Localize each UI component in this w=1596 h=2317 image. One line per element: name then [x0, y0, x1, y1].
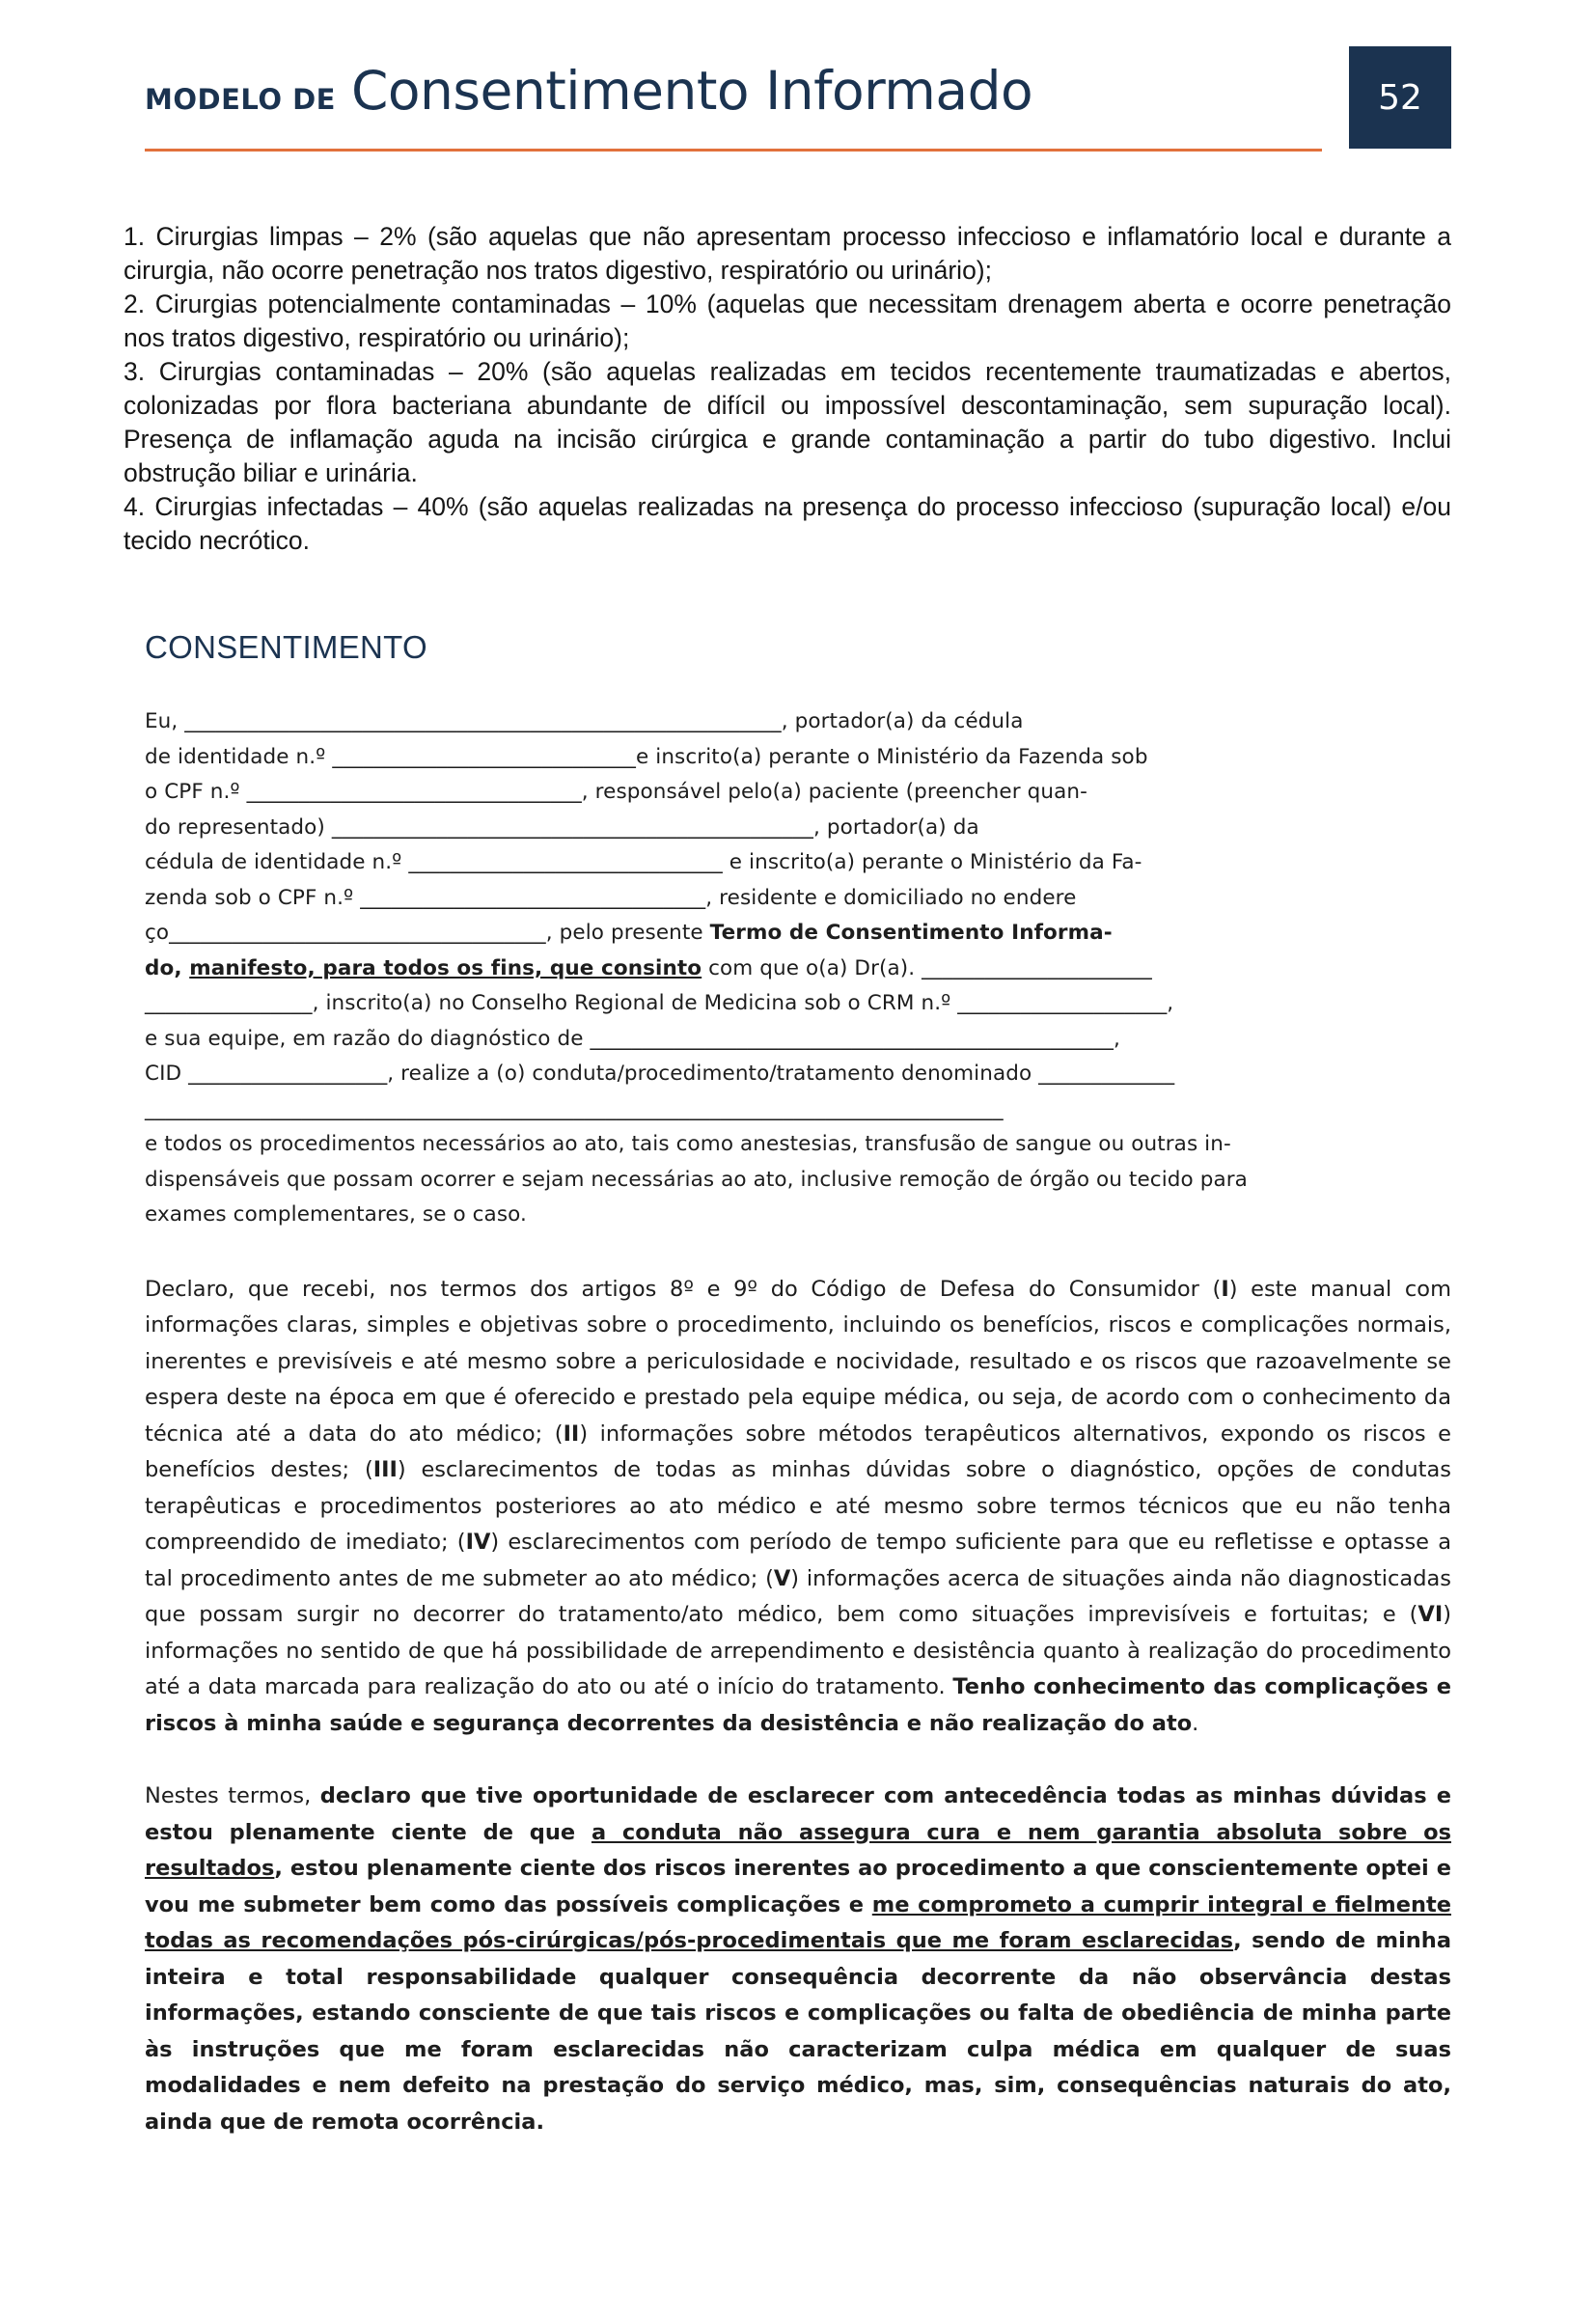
decl-p1-roman-2: II — [563, 1421, 580, 1447]
form-line-10: e sua equipe, em razão do diagnóstico de __________________________________________________, — [145, 1026, 1120, 1051]
decl-p2-bold-1: declaro que tive oportunidade de esclarecer com antecedência todas as minhas dúvidas e estou plenamente ciente de que — [145, 1783, 1451, 1845]
section-heading-consentimento: CONSENTIMENTO — [145, 629, 427, 665]
form-line-7-bold: Termo de Consentimento Informa- — [709, 921, 1113, 945]
form-line-7 — [145, 916, 1451, 952]
form-line-3: o CPF n.º ________________________________, responsável pelo(a) paciente (preencher quan- — [145, 780, 1087, 804]
decl-p1-s2: ) este manual com informações claras, simples e objetivas sobre o procedimento, incluindo os benefícios, riscos e complicações normais, inerentes e previsíveis e até mesmo sobre a periculosidade e nocividade, resultado e os riscos que razoavelmente se espera deste na época em que é oferecido e prestado pela equipe médica, ou seja, de acordo com o conhecimento da técnica até a data do ato médico; ( — [145, 1276, 1451, 1447]
header-title-line — [145, 60, 1451, 122]
form-line-13: e todos os procedimentos necessários ao ato, tais como anestesias, transfusão de sangue ou outras in- — [145, 1132, 1231, 1156]
decl-p1-s5: ) esclarecimentos com período de tempo suficiente para que eu refletisse e optasse a tal procedimento antes de me submeter ao ato médico; ( — [145, 1530, 1451, 1591]
decl-p1-s6: ) informações acerca de situações ainda não diagnosticadas que possam surgir no decorrer do tratamento/ato médico, bem como situações imprevisíveis e fortuitas; e ( — [145, 1565, 1451, 1627]
decl-p1-roman-4: IV — [465, 1530, 491, 1555]
form-line-8-bold: do, — [145, 955, 190, 980]
decl-p2-underline-1: a conduta não assegura cura e nem garantia absoluta sobre os resultados — [145, 1819, 1451, 1881]
form-line-7-text: ço____________________________________, pelo presente — [145, 921, 710, 945]
form-line-15: exames complementares, se o caso. — [145, 1202, 527, 1227]
form-line-8 — [145, 952, 1451, 987]
page-header — [0, 60, 1596, 176]
intro-item-2: 2. Cirurgias potencialmente contaminadas – 10% (aquelas que necessitam drenagem aberta e ocorre penetração nos tratos digestivo, respiratório ou urinário); — [124, 290, 1451, 352]
decl-p2-lead: Nestes termos, — [145, 1783, 320, 1808]
decl-p1-end: . — [1192, 1710, 1199, 1736]
decl-p1-bold-tail: Tenho conhecimento das complicações e riscos à minha saúde e segurança decorrentes da desistência e não realização do ato — [145, 1674, 1451, 1736]
decl-p1-s1: Declaro, que recebi, nos termos dos artigos 8º e 9º do Código de Defesa do Consumidor ( — [145, 1276, 1222, 1302]
form-line-4: do representado) ______________________________________________, portador(a) da — [145, 814, 979, 840]
declaration-p1 — [145, 1272, 1451, 1743]
declaration-p2 — [145, 1779, 1451, 2140]
form-line-6: zenda sob o CPF n.º _________________________________, residente e domiciliado no endere — [145, 885, 1077, 910]
decl-p1-s4: ) esclarecimentos de todas as minhas dúvidas sobre o diagnóstico, opções de condutas terapêuticas e procedimentos posteriores ao ato médico e até mesmo sobre termos técnicos que eu não tenha compreendido de imediato; ( — [145, 1457, 1451, 1555]
intro-item-3: 3. Cirurgias contaminadas – 20% (são aquelas realizadas em tecidos recentemente traumatizadas e abertos, colonizadas por flora bacteriana abundante de difícil ou impossível descontaminação, sem supuração local). Presença de inflamação aguda na incisão cirúrgica e grande contaminação a partir do tubo digestivo. Inclui obstrução biliar e urinária. — [124, 357, 1451, 487]
intro-item-4: 4. Cirurgias infectadas – 40% (são aquelas realizadas na presença do processo infeccioso (supuração local) e/ou tecido necrótico. — [124, 492, 1451, 555]
decl-p1-roman-5: V — [773, 1565, 791, 1591]
form-line-1: Eu, _________________________________________________________, portador(a) da cédula — [145, 709, 1024, 733]
decl-p1-roman-6: VI — [1417, 1602, 1444, 1627]
form-line-8-underline: manifesto, para todos os fins, que consinto — [189, 955, 702, 980]
decl-p2-mid: , estou plenamente ciente dos riscos inerentes ao procedimento a que conscientemente optei e vou me submeter bem como das possíveis complicações e — [145, 1856, 1451, 1917]
intro-item-1: 1. Cirurgias limpas – 2% (são aquelas que não apresentam processo infeccioso e inflamatório local e durante a cirurgia, não ocorre penetração nos tratos digestivo, respiratório ou urinário); — [124, 222, 1451, 285]
declaration-paragraph-1 — [145, 1272, 1451, 1743]
form-line-14: dispensáveis que possam ocorrer e sejam necessárias ao ato, inclusive remoção de órgão ou tecido para — [145, 1167, 1248, 1192]
consent-form-block — [145, 704, 1451, 1233]
decl-p2-tail: , sendo de minha inteira e total responsabilidade qualquer consequência decorrente da não observância destas informações, estando consciente de que tais riscos e complicações ou falta de obediência de minha parte às instruções que me foram esclarecidas não caracterizam culpa médica em qualquer de suas modalidades e nem defeito na prestação do serviço médico, mas, sim, consequências naturais do ato, ainda que de remota ocorrência. — [145, 1928, 1451, 2135]
form-line-12: __________________________________________________________________________________ — [145, 1096, 1004, 1121]
form-line-8-text: com que o(a) Dr(a). ______________________ — [702, 955, 1152, 980]
document-page — [0, 60, 1596, 2317]
decl-p2-underline-2: me comprometo a cumprir integral e fielmente todas as recomendações pós-cirúrgicas/pós-procedimentais que me foram esclarecidas — [145, 1891, 1451, 1953]
header-inner — [145, 60, 1451, 156]
decl-p1-roman-1: I — [1221, 1276, 1229, 1302]
header-divider — [145, 149, 1322, 152]
intro-list — [124, 220, 1451, 558]
form-line-5: cédula de identidade n.º ______________________________ e inscrito(a) perante o Ministério da Fa- — [145, 850, 1142, 874]
decl-p1-s3: ) informações sobre métodos terapêuticos alternativos, expondo os riscos e benefícios destes; ( — [145, 1421, 1451, 1482]
page-title: Consentimento Informado — [350, 60, 1033, 122]
header-kicker: MODELO DE — [145, 83, 336, 116]
page-number-badge: 52 — [1349, 46, 1451, 149]
form-line-11: CID ___________________, realize a (o) conduta/procedimento/tratamento denominado _____________ — [145, 1062, 1175, 1086]
form-line-9: ________________, inscrito(a) no Conselho Regional de Medicina sob o CRM n.º ____________________, — [145, 991, 1174, 1015]
decl-p1-roman-3: III — [372, 1457, 398, 1482]
form-line-2: de identidade n.º _____________________________e inscrito(a) perante o Ministério da Fazenda sob — [145, 744, 1148, 769]
decl-p1-s7: ) informações no sentido de que há possibilidade de arrependimento e desistência quanto à realização do procedimento até a data marcada para realização do ato ou até o início do tratamento. — [145, 1602, 1451, 1699]
declaration-paragraph-2 — [145, 1779, 1451, 2140]
